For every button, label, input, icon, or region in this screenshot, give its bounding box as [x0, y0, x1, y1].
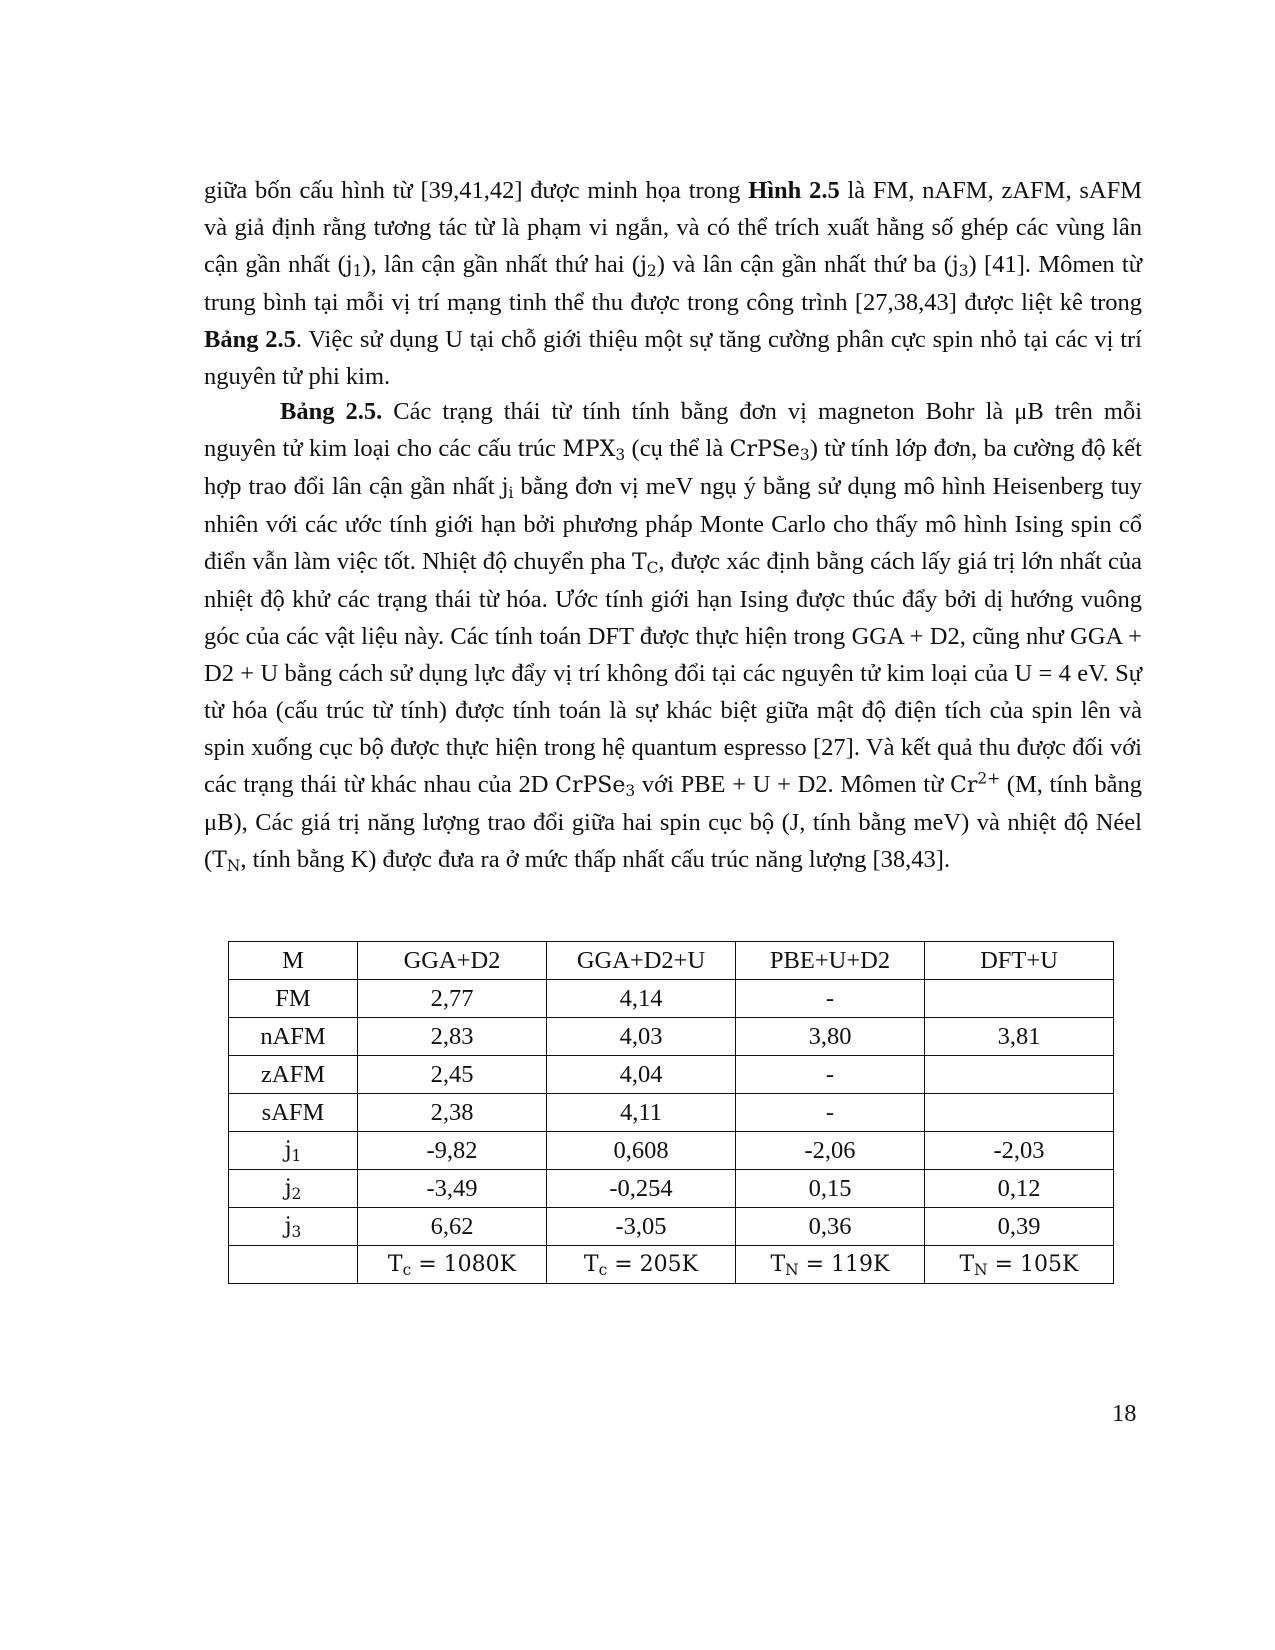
- header-cell: GGA+D2: [358, 942, 547, 980]
- figure-ref: Hình 2.5: [748, 177, 840, 204]
- magnetic-properties-table: [228, 941, 1114, 1284]
- row-label: nAFM: [229, 1018, 358, 1056]
- table-cell: 0,15: [736, 1170, 925, 1208]
- table-cell: -2,06: [736, 1132, 925, 1170]
- table-cell: -: [736, 980, 925, 1018]
- table-cell: -: [736, 1056, 925, 1094]
- text-run: ) từ tính lớp đơn, ba cường độ kết hợp trao đổi lân cận gần nhất: [204, 435, 1142, 500]
- text-run: ) và lân cận gần nhất thứ ba (: [656, 251, 952, 278]
- table-cell: 0,12: [925, 1170, 1114, 1208]
- math-crpse3: CrPSe$_3$: [729, 437, 810, 464]
- table-cell: -3,05: [547, 1208, 736, 1246]
- row-label-j1: $j_1$: [229, 1132, 358, 1170]
- row-label: sAFM: [229, 1094, 358, 1132]
- table-cell: -: [736, 1094, 925, 1132]
- table-cell: 6,62: [358, 1208, 547, 1246]
- table-row: [229, 1094, 1114, 1132]
- table-row: [229, 1018, 1114, 1056]
- table-row: [229, 1170, 1114, 1208]
- empty-cell: [229, 1246, 358, 1284]
- row-label: FM: [229, 980, 358, 1018]
- header-cell: GGA+D2+U: [547, 942, 736, 980]
- text-run: , tính bằng K) được đưa ra ở mức thấp nhất cấu trúc năng lượng [38,43].: [240, 846, 951, 873]
- table-cell: 2,83: [358, 1018, 547, 1056]
- text-run: (cụ thể là: [625, 435, 730, 462]
- table-cell: 4,04: [547, 1056, 736, 1094]
- temperature-cell: $T_N = 119K$: [736, 1246, 925, 1284]
- table-header-row: [229, 942, 1114, 980]
- math-j1: $j_1$: [345, 253, 363, 280]
- text-run: với PBE + U + D2. Mômen từ: [635, 771, 951, 798]
- table-row: [229, 1056, 1114, 1094]
- math-mpx3: $MPX_3$: [562, 437, 626, 464]
- table-cell: [925, 1094, 1114, 1132]
- table-cell: 2,38: [358, 1094, 547, 1132]
- math-tn: $T_N$: [212, 848, 241, 875]
- text-run: ) [41]. Mômen từ trung bình tại mỗi vị trí mạng tinh thể thu được trong công trình [27,38,43] được liệt kê trong: [204, 251, 1143, 316]
- temperature-cell: $T_c = 1080K$: [358, 1246, 547, 1284]
- table-cell: 3,81: [925, 1018, 1114, 1056]
- header-cell: PBE+U+D2: [736, 942, 925, 980]
- table-cell: 0,36: [736, 1208, 925, 1246]
- text-run: . Việc sử dụng U tại chỗ giới thiệu một sự tăng cường phân cực spin nhỏ tại các vị trí nguyên tử phi kim.: [204, 326, 1142, 390]
- table-row: [229, 1132, 1114, 1170]
- text-run: là FM, nAFM, zAFM, sAFM và giả định rằng tương tác từ là phạm vi ngắn, và có thể trích xuất hằng số ghép các vùng lân cận gần nhất (: [204, 177, 1142, 278]
- text-run: bằng đơn vị meV ngụ ý bằng sử dụng mô hình Heisenberg tuy nhiên với các ước tính giới hạn bởi phương pháp Monte Carlo cho thấy mô hình Ising spin cổ điển vẫn làm việc tốt. Nhiệt độ chuyển pha: [204, 473, 1142, 575]
- text-run: , được xác định bằng cách lấy giá trị lớn nhất của nhiệt độ khử các trạng thái từ hóa. Ước tính giới hạn Ising được thúc đẩy bởi dị hướng vuông góc của các vật liệu này. Các tính toán DFT được thực hiện trong GGA + D2, cũng như GGA + D2 + U bằng cách sử dụng lực đẩy vị trí không đổi tại các nguyên tử kim loại của U = 4 eV. Sự từ hóa (cấu trúc từ tính) được tính toán là sự khác biệt giữa mật độ điện tích của spin lên và spin xuống cục bộ được thực hiện trong hệ quantum espresso [27]. Và kết quả thu được đối với các trạng thái từ khác nhau của 2D: [204, 548, 1142, 798]
- table-cell: -2,03: [925, 1132, 1114, 1170]
- table-cell: 4,03: [547, 1018, 736, 1056]
- temperature-cell: $T_N = 105K$: [925, 1246, 1114, 1284]
- row-label-j2: $j_2$: [229, 1170, 358, 1208]
- header-cell: DFT+U: [925, 942, 1114, 980]
- table-cell: 0,39: [925, 1208, 1114, 1246]
- math-j3: $j_3$: [951, 253, 969, 280]
- body-paragraph-1: [204, 172, 1142, 395]
- table-caption-paragraph: [204, 393, 1142, 879]
- table-cell: -0,254: [547, 1170, 736, 1208]
- table-row: [229, 1208, 1114, 1246]
- row-label-j3: $j_3$: [229, 1208, 358, 1246]
- math-ji: $j_i$: [501, 475, 514, 502]
- table-cell: -9,82: [358, 1132, 547, 1170]
- math-j2: $j_2$: [640, 253, 657, 280]
- text-run: (M, tính bằng μB), Các giá trị năng lượng trao đổi giữa hai spin cục bộ (J, tính bằng meV) và nhiệt độ Néel (: [204, 771, 1142, 873]
- table-row: [229, 980, 1114, 1018]
- table-cell: [925, 1056, 1114, 1094]
- table-cell: 3,80: [736, 1018, 925, 1056]
- text-run: giữa bốn cấu hình từ [39,41,42] được minh họa trong: [204, 177, 749, 204]
- table-cell: 4,14: [547, 980, 736, 1018]
- page-number: 18: [1112, 1400, 1137, 1427]
- math-tc: $T_C$: [631, 550, 659, 577]
- table-cell: 4,11: [547, 1094, 736, 1132]
- table-cell: [925, 980, 1114, 1018]
- math-crpse3-2d: CrPSe$_3$: [555, 773, 636, 800]
- table-ref: Bảng 2.5: [204, 326, 296, 353]
- caption-label: Bảng 2.5.: [280, 398, 383, 425]
- table-cell: 0,608: [547, 1132, 736, 1170]
- text-run: ), lân cận gần nhất thứ hai (: [362, 251, 641, 278]
- header-cell: M: [229, 942, 358, 980]
- row-label: zAFM: [229, 1056, 358, 1094]
- temperature-cell: $T_c = 205K$: [547, 1246, 736, 1284]
- table-cell: 2,45: [358, 1056, 547, 1094]
- table-cell: -3,49: [358, 1170, 547, 1208]
- table-cell: 2,77: [358, 980, 547, 1018]
- table-row-temperatures: [229, 1246, 1114, 1284]
- text-run: Các trạng thái từ tính tính bằng đơn vị magneton Bohr là μB trên mỗi nguyên tử kim loại cho các cấu trúc: [204, 398, 1143, 462]
- math-cr2plus: $Cr^{2+}$: [950, 769, 1001, 798]
